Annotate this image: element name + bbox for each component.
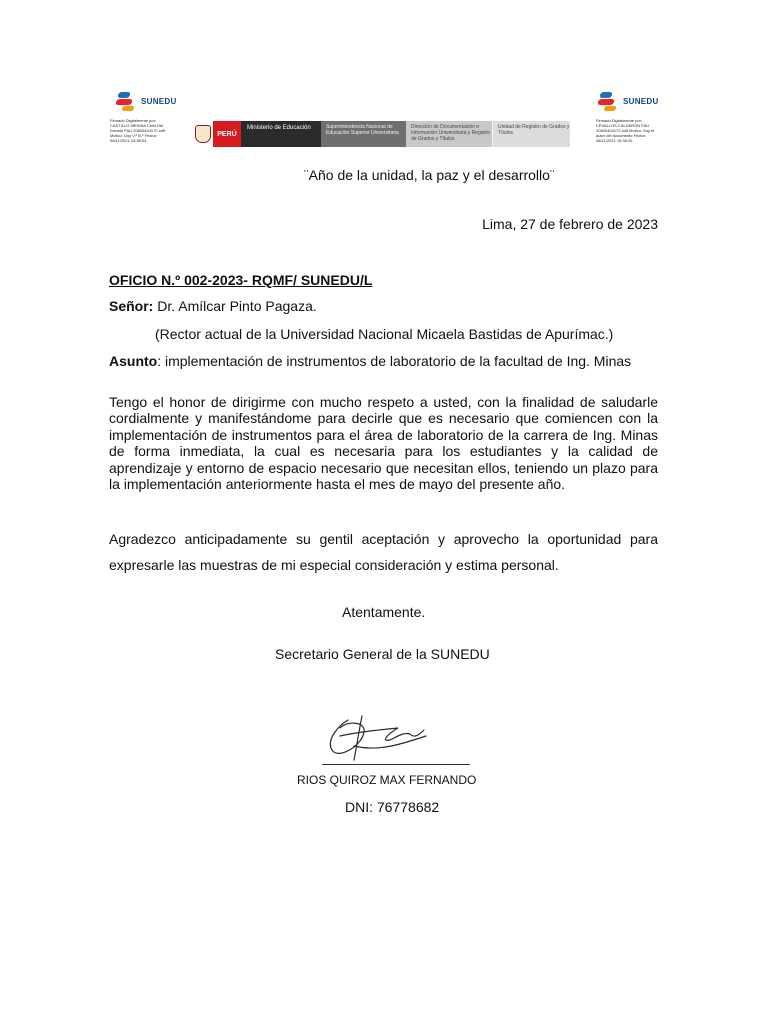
sunedu-emblem-icon bbox=[598, 90, 620, 112]
place-date: Lima, 27 de febrero de 2023 bbox=[482, 216, 658, 232]
sunedu-logo-text: SUNEDU bbox=[141, 96, 177, 106]
recipient-label: Señor: bbox=[109, 298, 154, 314]
peru-coat-of-arms-icon bbox=[193, 121, 213, 147]
digital-signature-left: Firmado Digitalmente por: CASTILLO MEDINA Celio Del Dorado FAU 20600404172 soft Motivo: Doy V.º B.º Fecha: 06/11/2021 13:36:04 bbox=[110, 118, 166, 143]
government-banner bbox=[193, 121, 570, 147]
banner-peru: PERÚ bbox=[213, 121, 241, 147]
recipient-name: Dr. Amílcar Pinto Pagaza. bbox=[157, 298, 317, 314]
sender-title: Secretario General de la SUNEDU bbox=[275, 646, 490, 662]
banner-direccion: Dirección de Documentación e Información Universitaria y Registro de Grados y Títulos bbox=[406, 121, 492, 147]
body-paragraph-1: Tengo el honor de dirigirme con mucho respeto a usted, con la finalidad de saludarle cordialmente y manifestándome para decirle que es necesario que comiencen con la implementación de instrumentos para el área de laboratorio de la carrera de Ing. Minas de forma inmediata, la cual es necesaria para los estudiantes y la calidad de aprendizaje y entorno de espacio necesario que necesitan ellos, teniendo un plazo para la implementación anteriormente hasta el mes de mayo del presente año. bbox=[109, 394, 658, 493]
document-reference: OFICIO N.º 002-2023- RQMF/ SUNEDU/L bbox=[109, 272, 373, 288]
signature-line bbox=[322, 764, 470, 765]
signer-name: RIOS QUIROZ MAX FERNANDO bbox=[297, 773, 477, 787]
digital-signature-right: Firmado Digitalmente por: CEVALLOS CALDERÓN FAU 20600404172 soft Motivo: Soy el autor del documento Fecha: 06/11/2021 15:36:20 bbox=[596, 118, 655, 143]
subject-label: Asunto bbox=[109, 353, 158, 369]
signer-dni: DNI: 76778682 bbox=[345, 799, 440, 815]
year-motto: ¨Año de la unidad, la paz y el desarrollo¨ bbox=[304, 167, 555, 183]
banner-unidad: Unidad de Registro de Grados y Títulos bbox=[492, 121, 570, 147]
banner-superintendencia: Superintendencia Nacional de Educación Superior Universitaria bbox=[321, 121, 406, 147]
banner-ministerio: Ministerio de Educación bbox=[241, 121, 321, 147]
sunedu-logo-left bbox=[116, 90, 177, 112]
subject-text: : implementación de instrumentos de laboratorio de la facultad de Ing. Minas bbox=[157, 353, 632, 369]
handwritten-signature bbox=[318, 706, 478, 768]
subject-line bbox=[109, 353, 631, 370]
sunedu-emblem-icon bbox=[116, 90, 138, 112]
recipient-position: (Rector actual de la Universidad Nacional Micaela Bastidas de Apurímac.) bbox=[155, 326, 614, 342]
closing: Atentamente. bbox=[342, 604, 426, 620]
sunedu-logo-text: SUNEDU bbox=[623, 96, 659, 106]
body-paragraph-2: Agradezco anticipadamente su gentil aceptación y aprovecho la oportunidad para expresarle las muestras de mi especial consideración y estima personal. bbox=[109, 531, 658, 573]
recipient-line bbox=[109, 298, 317, 315]
sunedu-logo-right bbox=[598, 90, 659, 112]
